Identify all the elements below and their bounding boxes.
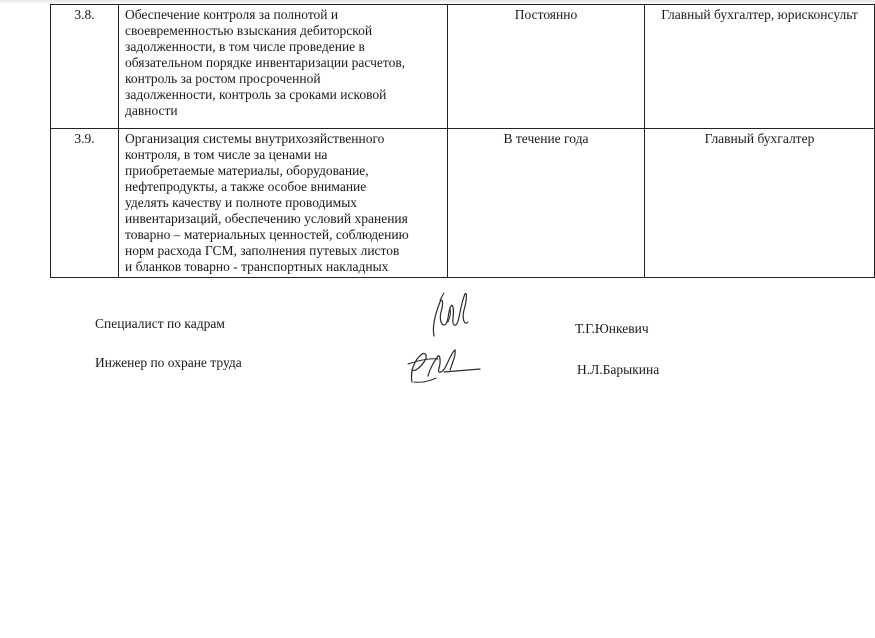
description-line: обязательном порядке инвентаризации расчетов, xyxy=(125,55,406,70)
description-line: нефтепродукты, а также особое внимание xyxy=(125,179,367,194)
description-line: задолженности, в том числе проведение в xyxy=(125,39,365,54)
item-number: 3.9. xyxy=(51,129,119,278)
description-line: товарно – материальных ценностей, соблюдению xyxy=(125,227,409,242)
description-line: контроль за ростом просроченной xyxy=(125,71,321,86)
item-responsible: Главный бухгалтер xyxy=(645,129,875,278)
table-row xyxy=(51,129,875,278)
item-term: Постоянно xyxy=(448,5,645,129)
description-line: Обеспечение контроля за полнотой и xyxy=(125,7,339,22)
signatory-position: Специалист по кадрам xyxy=(95,316,225,331)
description-line: Организация системы внутрихозяйственного xyxy=(125,131,385,146)
item-responsible: Главный бухгалтер, юрисконсульт xyxy=(645,5,875,129)
table-row xyxy=(51,5,875,129)
description-line: и бланков товарно - транспортных накладных xyxy=(125,259,389,274)
item-number: 3.8. xyxy=(51,5,119,129)
description-line: инвентаризаций, обеспечению условий хранения xyxy=(125,211,408,226)
signatory-name: Н.Л.Барыкина xyxy=(577,362,660,377)
item-description xyxy=(119,5,448,129)
description-line: норм расхода ГСМ, заполнения путевых листов xyxy=(125,243,400,258)
item-description xyxy=(119,129,448,278)
item-term: В течение года xyxy=(448,129,645,278)
description-line: контроля, в том числе за ценами на xyxy=(125,147,328,162)
signatory-name: Т.Г.Юнкевич xyxy=(575,321,649,336)
description-line: своевременностью взыскания дебиторской xyxy=(125,23,373,38)
handwritten-signature xyxy=(400,342,485,387)
description-line: задолженности, контроль за сроками исковой xyxy=(125,87,387,102)
description-line: давности xyxy=(125,103,178,118)
signatory-position: Инженер по охране труда xyxy=(95,355,242,370)
plan-table xyxy=(50,4,875,278)
handwritten-signature xyxy=(420,288,480,343)
description-line: приобретаемые материалы, оборудование, xyxy=(125,163,369,178)
description-line: уделять качеству и полноте проводимых xyxy=(125,195,358,210)
